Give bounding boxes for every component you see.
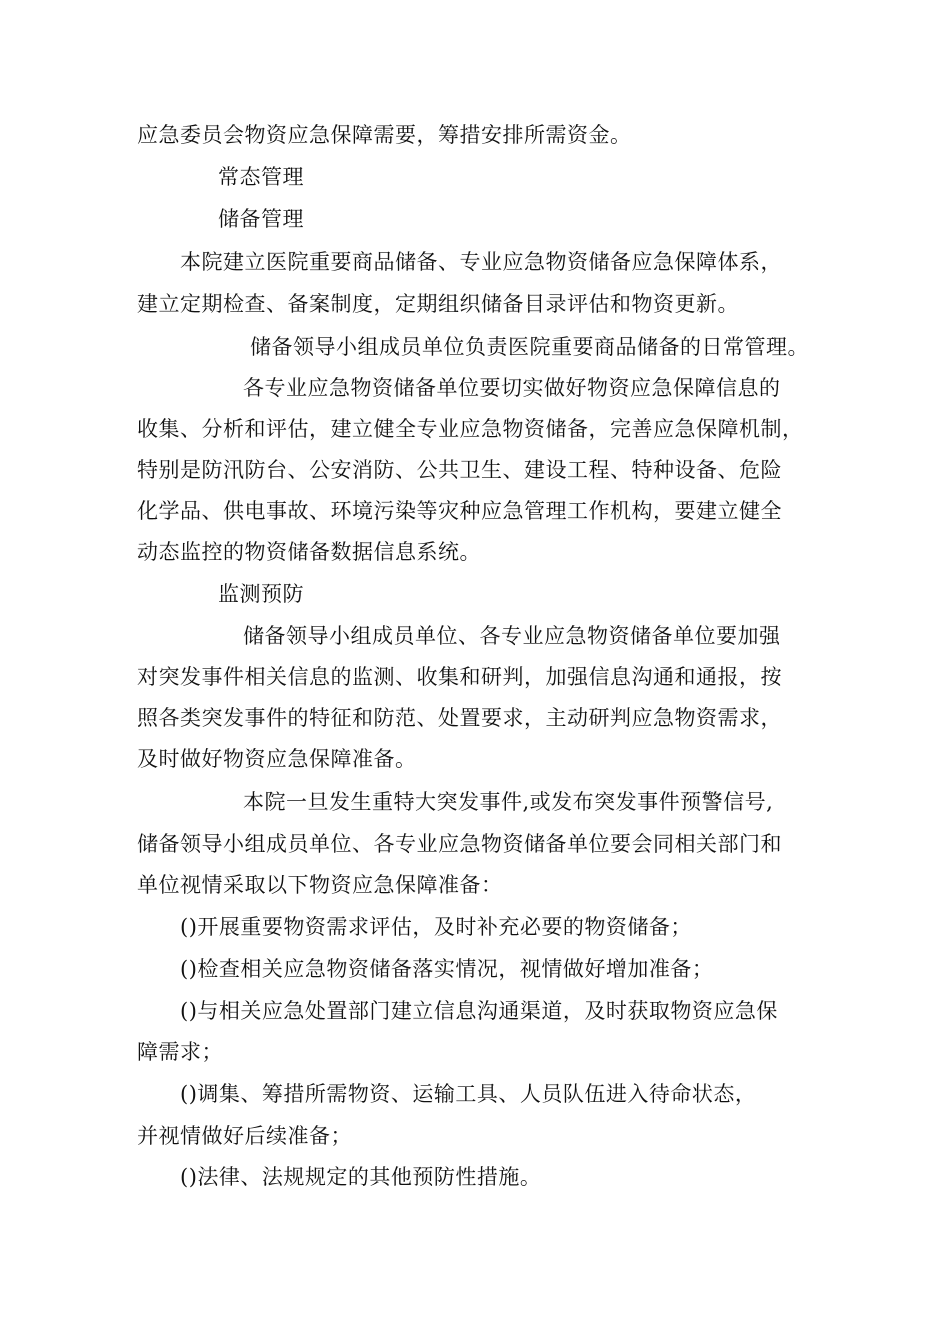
paragraph-line: 储备领导小组成员单位负责医院重要商品储备的日常管理。 xyxy=(250,335,809,359)
list-item: ()法律、法规规定的其他预防性措施。 xyxy=(180,1165,542,1189)
paragraph-line: 本院一旦发生重特大突发事件,或发布突发事件预警信号, xyxy=(243,790,774,814)
paragraph-line: 本院建立医院重要商品储备、专业应急物资储备应急保障体系， xyxy=(180,250,782,274)
list-item-continuation: 并视情做好后续准备； xyxy=(137,1124,352,1148)
section-heading: 常态管理 xyxy=(218,165,304,189)
paragraph-line: 应急委员会物资应急保障需要，筹措安排所需资金。 xyxy=(137,123,632,147)
list-item: ()调集、筹措所需物资、运输工具、人员队伍进入待命状态， xyxy=(180,1082,757,1106)
section-heading: 储备管理 xyxy=(218,207,304,231)
paragraph-line: 动态监控的物资储备数据信息系统。 xyxy=(137,540,481,564)
paragraph-line: 收集、分析和评估，建立健全专业应急物资储备，完善应急保障机制， xyxy=(137,417,804,441)
paragraph-line: 各专业应急物资储备单位要切实做好物资应急保障信息的 xyxy=(243,376,781,400)
paragraph-line: 储备领导小组成员单位、各专业应急物资储备单位要会同相关部门和 xyxy=(137,832,782,856)
list-item-continuation: 障需求； xyxy=(137,1040,223,1064)
paragraph-line: 建立定期检查、备案制度，定期组织储备目录评估和物资更新。 xyxy=(137,292,739,316)
paragraph-line: 储备领导小组成员单位、各专业应急物资储备单位要加强 xyxy=(243,624,781,648)
paragraph-line: 单位视情采取以下物资应急保障准备： xyxy=(137,873,503,897)
paragraph-line: 化学品、供电事故、环境污染等灾种应急管理工作机构，要建立健全 xyxy=(137,499,782,523)
list-item: ()检查相关应急物资储备落实情况，视情做好增加准备； xyxy=(180,957,714,981)
section-heading: 监测预防 xyxy=(218,582,304,606)
paragraph-line: 照各类突发事件的特征和防范、处置要求，主动研判应急物资需求， xyxy=(137,706,782,730)
list-item: ()开展重要物资需求评估，及时补充必要的物资储备； xyxy=(180,915,692,939)
paragraph-line: 对突发事件相关信息的监测、收集和研判，加强信息沟通和通报，按 xyxy=(137,665,782,689)
list-item: ()与相关应急处置部门建立信息沟通渠道，及时获取物资应急保 xyxy=(180,999,778,1023)
paragraph-line: 及时做好物资应急保障准备。 xyxy=(137,747,417,771)
paragraph-line: 特别是防汛防台、公安消防、公共卫生、建设工程、特种设备、危险 xyxy=(137,458,782,482)
